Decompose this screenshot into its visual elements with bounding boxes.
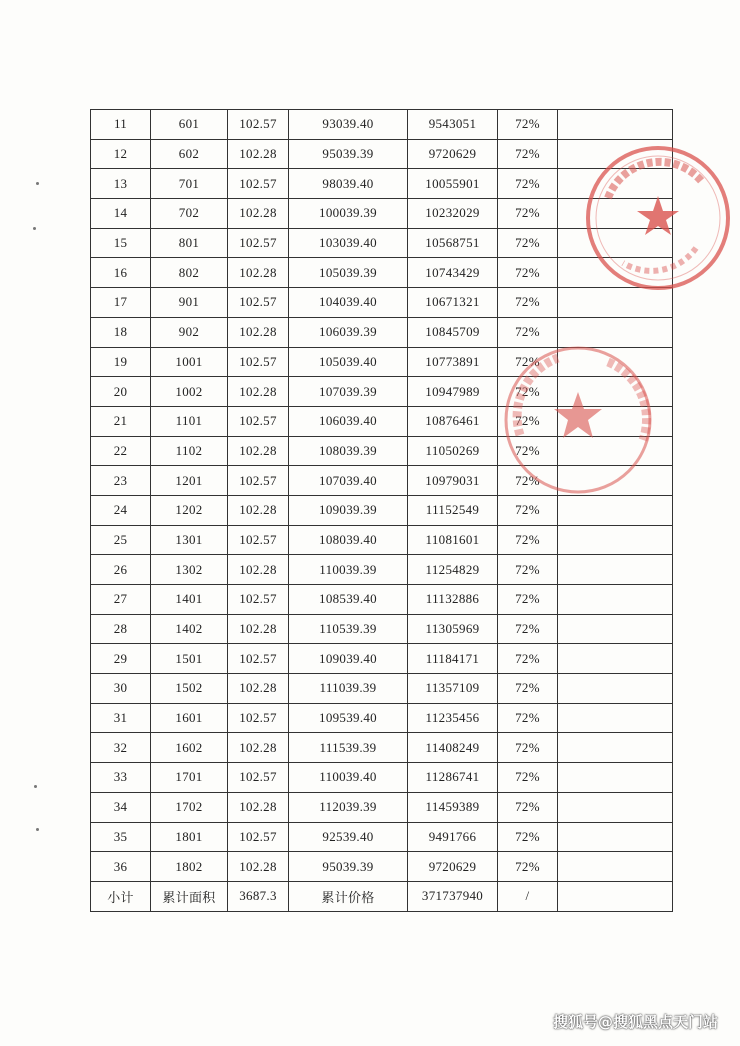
unit-price: 103039.40 <box>289 228 408 258</box>
room-number: 802 <box>151 258 228 288</box>
total-price: 11357109 <box>408 674 498 704</box>
cumulative-area-value: 3687.3 <box>228 881 289 911</box>
unit-price: 106039.39 <box>289 317 408 347</box>
total-price: 11235456 <box>408 703 498 733</box>
total-price: 11459389 <box>408 792 498 822</box>
ratio: 72% <box>498 288 558 318</box>
remark <box>558 495 673 525</box>
area: 102.57 <box>228 110 289 140</box>
row-number: 15 <box>91 228 151 258</box>
room-number: 1402 <box>151 614 228 644</box>
ratio: 72% <box>498 674 558 704</box>
remark <box>558 763 673 793</box>
ratio: 72% <box>498 228 558 258</box>
unit-price: 100039.39 <box>289 199 408 229</box>
total-price: 9720629 <box>408 852 498 882</box>
total-price: 9720629 <box>408 139 498 169</box>
ratio: 72% <box>498 466 558 496</box>
remark <box>558 347 673 377</box>
subtotal-label: 小计 <box>91 881 151 911</box>
subtotal-section <box>91 881 673 911</box>
table-row <box>91 347 673 377</box>
row-number: 26 <box>91 555 151 585</box>
room-number: 1502 <box>151 674 228 704</box>
room-number: 1601 <box>151 703 228 733</box>
total-price: 10743429 <box>408 258 498 288</box>
scan-speck <box>36 182 39 185</box>
area: 102.57 <box>228 585 289 615</box>
ratio: 72% <box>498 199 558 229</box>
total-price: 10947989 <box>408 377 498 407</box>
table-row <box>91 139 673 169</box>
room-number: 1201 <box>151 466 228 496</box>
room-number: 1602 <box>151 733 228 763</box>
area: 102.28 <box>228 614 289 644</box>
row-number: 16 <box>91 258 151 288</box>
remark <box>558 169 673 199</box>
unit-price: 104039.40 <box>289 288 408 318</box>
row-number: 35 <box>91 822 151 852</box>
room-number: 702 <box>151 199 228 229</box>
row-number: 13 <box>91 169 151 199</box>
ratio: 72% <box>498 317 558 347</box>
total-price: 10876461 <box>408 406 498 436</box>
table-row <box>91 703 673 733</box>
table-row <box>91 674 673 704</box>
area: 102.28 <box>228 258 289 288</box>
room-number: 1801 <box>151 822 228 852</box>
row-number: 32 <box>91 733 151 763</box>
row-number: 34 <box>91 792 151 822</box>
remark <box>558 228 673 258</box>
unit-price: 105039.40 <box>289 347 408 377</box>
ratio: 72% <box>498 852 558 882</box>
cumulative-price-value: 371737940 <box>408 881 498 911</box>
unit-price: 109539.40 <box>289 703 408 733</box>
unit-price: 105039.39 <box>289 258 408 288</box>
table-row <box>91 555 673 585</box>
ratio: 72% <box>498 733 558 763</box>
total-price: 10979031 <box>408 466 498 496</box>
remark <box>558 288 673 318</box>
table-row <box>91 644 673 674</box>
remark <box>558 317 673 347</box>
area: 102.28 <box>228 733 289 763</box>
total-price: 10232029 <box>408 199 498 229</box>
room-number: 1202 <box>151 495 228 525</box>
row-number: 19 <box>91 347 151 377</box>
remark <box>558 258 673 288</box>
scan-speck <box>33 227 36 230</box>
remark <box>558 555 673 585</box>
total-price: 11408249 <box>408 733 498 763</box>
room-number: 1401 <box>151 585 228 615</box>
area: 102.57 <box>228 525 289 555</box>
room-number: 1301 <box>151 525 228 555</box>
total-price: 9543051 <box>408 110 498 140</box>
area: 102.57 <box>228 703 289 733</box>
ratio: 72% <box>498 169 558 199</box>
unit-price: 107039.40 <box>289 466 408 496</box>
watermark: 搜狐号@搜狐黑点天门站 <box>552 1013 718 1031</box>
table-row <box>91 110 673 140</box>
area: 102.57 <box>228 763 289 793</box>
remark <box>558 436 673 466</box>
room-number: 1001 <box>151 347 228 377</box>
room-number: 1102 <box>151 436 228 466</box>
scan-speck <box>34 785 37 788</box>
remark <box>558 585 673 615</box>
area: 102.28 <box>228 139 289 169</box>
unit-price: 110039.40 <box>289 763 408 793</box>
ratio: 72% <box>498 763 558 793</box>
total-price: 10568751 <box>408 228 498 258</box>
row-number: 31 <box>91 703 151 733</box>
remark <box>558 674 673 704</box>
remark <box>558 466 673 496</box>
row-number: 14 <box>91 199 151 229</box>
area: 102.28 <box>228 436 289 466</box>
remark <box>558 792 673 822</box>
table-row <box>91 199 673 229</box>
area: 102.57 <box>228 169 289 199</box>
ratio: 72% <box>498 139 558 169</box>
unit-price: 98039.40 <box>289 169 408 199</box>
room-number: 1802 <box>151 852 228 882</box>
table-row <box>91 466 673 496</box>
ratio: 72% <box>498 703 558 733</box>
room-number: 1501 <box>151 644 228 674</box>
area: 102.28 <box>228 317 289 347</box>
unit-price: 108039.39 <box>289 436 408 466</box>
table-row <box>91 763 673 793</box>
cumulative-area-label: 累计面积 <box>151 881 228 911</box>
room-number: 1702 <box>151 792 228 822</box>
table-body <box>91 110 673 882</box>
row-number: 29 <box>91 644 151 674</box>
area: 102.28 <box>228 199 289 229</box>
table-row <box>91 822 673 852</box>
subtotal-row <box>91 881 673 911</box>
row-number: 36 <box>91 852 151 882</box>
table-row <box>91 317 673 347</box>
area: 102.28 <box>228 792 289 822</box>
table-row <box>91 525 673 555</box>
unit-price: 108539.40 <box>289 585 408 615</box>
room-number: 1701 <box>151 763 228 793</box>
ratio: 72% <box>498 525 558 555</box>
unit-price: 107039.39 <box>289 377 408 407</box>
remark <box>558 110 673 140</box>
total-price: 11254829 <box>408 555 498 585</box>
ratio: 72% <box>498 258 558 288</box>
row-number: 30 <box>91 674 151 704</box>
room-number: 602 <box>151 139 228 169</box>
table-row <box>91 792 673 822</box>
row-number: 18 <box>91 317 151 347</box>
table-row <box>91 852 673 882</box>
ratio: 72% <box>498 436 558 466</box>
table-row <box>91 228 673 258</box>
row-number: 21 <box>91 406 151 436</box>
remark <box>558 733 673 763</box>
table-row <box>91 585 673 615</box>
ratio: 72% <box>498 585 558 615</box>
total-price: 10055901 <box>408 169 498 199</box>
area: 102.28 <box>228 495 289 525</box>
room-number: 901 <box>151 288 228 318</box>
room-number: 1302 <box>151 555 228 585</box>
ratio: 72% <box>498 792 558 822</box>
room-number: 1101 <box>151 406 228 436</box>
total-price: 11050269 <box>408 436 498 466</box>
unit-price: 92539.40 <box>289 822 408 852</box>
scan-speck <box>36 828 39 831</box>
row-number: 25 <box>91 525 151 555</box>
row-number: 17 <box>91 288 151 318</box>
remark <box>558 822 673 852</box>
remark <box>558 139 673 169</box>
remark <box>558 199 673 229</box>
remark <box>558 406 673 436</box>
ratio: 72% <box>498 377 558 407</box>
table-row <box>91 406 673 436</box>
row-number: 33 <box>91 763 151 793</box>
area: 102.57 <box>228 466 289 496</box>
row-number: 11 <box>91 110 151 140</box>
total-price: 10671321 <box>408 288 498 318</box>
room-number: 601 <box>151 110 228 140</box>
ratio: 72% <box>498 644 558 674</box>
room-number: 902 <box>151 317 228 347</box>
unit-price: 109039.40 <box>289 644 408 674</box>
unit-price: 110039.39 <box>289 555 408 585</box>
ratio: 72% <box>498 406 558 436</box>
area: 102.57 <box>228 822 289 852</box>
row-number: 20 <box>91 377 151 407</box>
remark <box>558 703 673 733</box>
unit-price: 108039.40 <box>289 525 408 555</box>
table-row <box>91 288 673 318</box>
row-number: 23 <box>91 466 151 496</box>
ratio: 72% <box>498 822 558 852</box>
ratio: 72% <box>498 555 558 585</box>
cumulative-price-label: 累计价格 <box>289 881 408 911</box>
subtotal-remark <box>558 881 673 911</box>
area: 102.28 <box>228 852 289 882</box>
remark <box>558 644 673 674</box>
unit-price: 110539.39 <box>289 614 408 644</box>
unit-price: 111539.39 <box>289 733 408 763</box>
remark <box>558 852 673 882</box>
ratio: 72% <box>498 614 558 644</box>
table-row <box>91 614 673 644</box>
room-number: 801 <box>151 228 228 258</box>
total-price: 11152549 <box>408 495 498 525</box>
remark <box>558 525 673 555</box>
total-price: 11081601 <box>408 525 498 555</box>
total-price: 9491766 <box>408 822 498 852</box>
total-price: 11286741 <box>408 763 498 793</box>
row-number: 12 <box>91 139 151 169</box>
area: 102.57 <box>228 347 289 377</box>
unit-price: 111039.39 <box>289 674 408 704</box>
unit-price: 109039.39 <box>289 495 408 525</box>
unit-price: 93039.40 <box>289 110 408 140</box>
total-price: 11132886 <box>408 585 498 615</box>
table-row <box>91 377 673 407</box>
row-number: 28 <box>91 614 151 644</box>
subtotal-ratio: / <box>498 881 558 911</box>
area: 102.57 <box>228 228 289 258</box>
total-price: 11305969 <box>408 614 498 644</box>
room-number: 701 <box>151 169 228 199</box>
area: 102.57 <box>228 288 289 318</box>
price-list-table <box>90 109 673 912</box>
ratio: 72% <box>498 347 558 377</box>
area: 102.28 <box>228 377 289 407</box>
remark <box>558 377 673 407</box>
row-number: 27 <box>91 585 151 615</box>
total-price: 11184171 <box>408 644 498 674</box>
total-price: 10773891 <box>408 347 498 377</box>
ratio: 72% <box>498 110 558 140</box>
table-row <box>91 495 673 525</box>
area: 102.57 <box>228 406 289 436</box>
row-number: 24 <box>91 495 151 525</box>
unit-price: 95039.39 <box>289 139 408 169</box>
area: 102.28 <box>228 555 289 585</box>
remark <box>558 614 673 644</box>
row-number: 22 <box>91 436 151 466</box>
area: 102.57 <box>228 644 289 674</box>
table-row <box>91 169 673 199</box>
unit-price: 112039.39 <box>289 792 408 822</box>
table-row <box>91 436 673 466</box>
table-row <box>91 258 673 288</box>
ratio: 72% <box>498 495 558 525</box>
unit-price: 95039.39 <box>289 852 408 882</box>
room-number: 1002 <box>151 377 228 407</box>
area: 102.28 <box>228 674 289 704</box>
table-row <box>91 733 673 763</box>
unit-price: 106039.40 <box>289 406 408 436</box>
total-price: 10845709 <box>408 317 498 347</box>
